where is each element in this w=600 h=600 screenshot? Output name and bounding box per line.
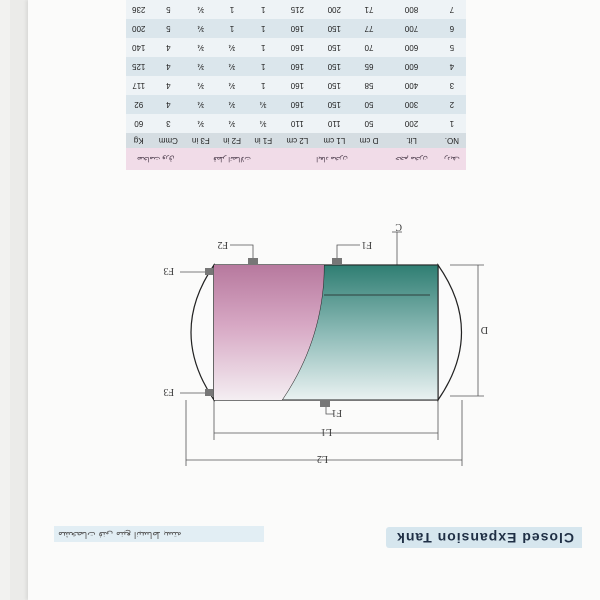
table-cell: 4 <box>151 38 185 57</box>
table-row <box>126 57 466 76</box>
table-cell: 5 <box>151 0 185 19</box>
table-cell: 150 <box>316 76 353 95</box>
table-cell: 1 <box>248 0 279 19</box>
table-cell: 150 <box>316 19 353 38</box>
table-row <box>126 0 466 19</box>
table-cell: 236 <box>126 0 151 19</box>
label-f3-upper: F3 <box>163 265 174 276</box>
table-cell: ¾ <box>185 76 216 95</box>
table-cell: ¾ <box>185 0 216 19</box>
table-cell: 50 <box>353 95 385 114</box>
table-cell: 1 <box>216 19 247 38</box>
table-cell: 150 <box>316 57 353 76</box>
table-cell: 125 <box>126 57 151 76</box>
tank-left-cap <box>438 265 462 400</box>
table-cell: 110 <box>316 114 353 133</box>
table-body <box>126 0 466 133</box>
connection-f1-top <box>332 258 342 265</box>
connection-f3-lower <box>205 389 213 396</box>
table-cell: 800 <box>385 0 438 19</box>
header-lit: Lit. <box>385 133 438 148</box>
table-cell: 1 <box>248 38 279 57</box>
table-cell: ¾ <box>248 95 279 114</box>
table-cell: 1 <box>248 19 279 38</box>
label-f1-top: F1 <box>361 239 372 250</box>
table-cell: 117 <box>126 76 151 95</box>
table-cell: 65 <box>353 57 385 76</box>
table-cell: ¾ <box>185 114 216 133</box>
table-cell: 150 <box>316 95 353 114</box>
connection-f1-bottom <box>320 400 330 407</box>
table-cell: 200 <box>385 114 438 133</box>
table-cell: 5 <box>151 19 185 38</box>
table-cell: 400 <box>385 76 438 95</box>
table-cell: ¾ <box>216 95 247 114</box>
spec-table <box>126 0 466 170</box>
table-cell: 200 <box>126 19 151 38</box>
header-l2: L2 cm <box>279 133 316 148</box>
table-cell: 300 <box>385 95 438 114</box>
table-cell: 160 <box>279 57 316 76</box>
table-fa-header-row <box>126 148 466 170</box>
header-f3: F3 in <box>185 133 216 148</box>
table-cell: 7 <box>438 0 466 19</box>
table-cell: 1 <box>248 57 279 76</box>
table-cell: ¾ <box>216 114 247 133</box>
table-cell: 1 <box>438 114 466 133</box>
table-cell: 92 <box>126 95 151 114</box>
table-cell: 77 <box>353 19 385 38</box>
table-cell: 140 <box>126 38 151 57</box>
label-c: C <box>395 221 402 232</box>
table-cell: ¾ <box>216 38 247 57</box>
label-f2: F2 <box>217 239 228 250</box>
table-cell: ¾ <box>185 57 216 76</box>
connection-f2 <box>248 258 258 265</box>
table-header-row <box>126 133 466 148</box>
table-cell: 70 <box>353 38 385 57</box>
table-cell: 200 <box>316 0 353 19</box>
table-cell: 6 <box>438 19 466 38</box>
table-cell: 4 <box>151 76 185 95</box>
table-cell: ¾ <box>216 57 247 76</box>
table-cell: 600 <box>385 57 438 76</box>
fa-header-volume: حجم مخزن <box>385 148 438 170</box>
table-cell: 160 <box>279 38 316 57</box>
table-cell: 160 <box>279 76 316 95</box>
header-no: NO. <box>438 133 466 148</box>
fa-header-dimensions: ابعاد مخزن <box>279 148 385 170</box>
label-l1: L1 <box>320 426 332 437</box>
table-cell: 58 <box>353 76 385 95</box>
label-d: D <box>480 324 488 335</box>
table-cell: 215 <box>279 0 316 19</box>
table-cell: ¾ <box>185 95 216 114</box>
table-cell: 5 <box>438 38 466 57</box>
table-row <box>126 76 466 95</box>
table-cell: 160 <box>279 95 316 114</box>
table-row <box>126 38 466 57</box>
connection-f3-upper <box>205 268 213 275</box>
section-subtitle: مشخصات فنی منبع انبساط بسته <box>54 526 264 542</box>
table-cell: 1 <box>216 0 247 19</box>
table-row <box>126 19 466 38</box>
header-f2: F2 in <box>216 133 247 148</box>
table-cell: 4 <box>151 57 185 76</box>
table-cell: 4 <box>151 95 185 114</box>
header-f1: F1 in <box>248 133 279 148</box>
table-cell: ¾ <box>216 76 247 95</box>
table-cell: 700 <box>385 19 438 38</box>
label-l2: L2 <box>316 453 328 464</box>
table-cell: 600 <box>385 38 438 57</box>
table-cell: 71 <box>353 0 385 19</box>
table-cell: 110 <box>279 114 316 133</box>
table-cell: 1 <box>248 76 279 95</box>
fa-header-row-no: ردیف <box>438 148 466 170</box>
section-title: Closed Expansion Tank <box>386 527 582 548</box>
label-f3-lower: F3 <box>163 386 174 397</box>
fa-header-connections: قطر اتصالات <box>185 148 279 170</box>
table-row <box>126 95 466 114</box>
table-cell: 50 <box>353 114 385 133</box>
table-cell: 4 <box>438 57 466 76</box>
table-cell: ¾ <box>248 114 279 133</box>
table-cell: 150 <box>316 38 353 57</box>
table-row <box>126 114 466 133</box>
header-c: Cmm <box>151 133 185 148</box>
table-cell: 3 <box>438 76 466 95</box>
table-cell: 3 <box>151 114 185 133</box>
table-cell: 2 <box>438 95 466 114</box>
header-l1: L1 cm <box>316 133 353 148</box>
header-d: D cm <box>353 133 385 148</box>
table-cell: ¾ <box>185 38 216 57</box>
table-cell: 160 <box>279 19 316 38</box>
fa-header-thickness: ضخامت ورق <box>126 148 185 170</box>
tank-right-cap <box>191 265 214 400</box>
table-cell: ¾ <box>185 19 216 38</box>
label-f1-bottom: F1 <box>331 407 342 418</box>
header-kg: Kg <box>126 133 151 148</box>
table-cell: 60 <box>126 114 151 133</box>
